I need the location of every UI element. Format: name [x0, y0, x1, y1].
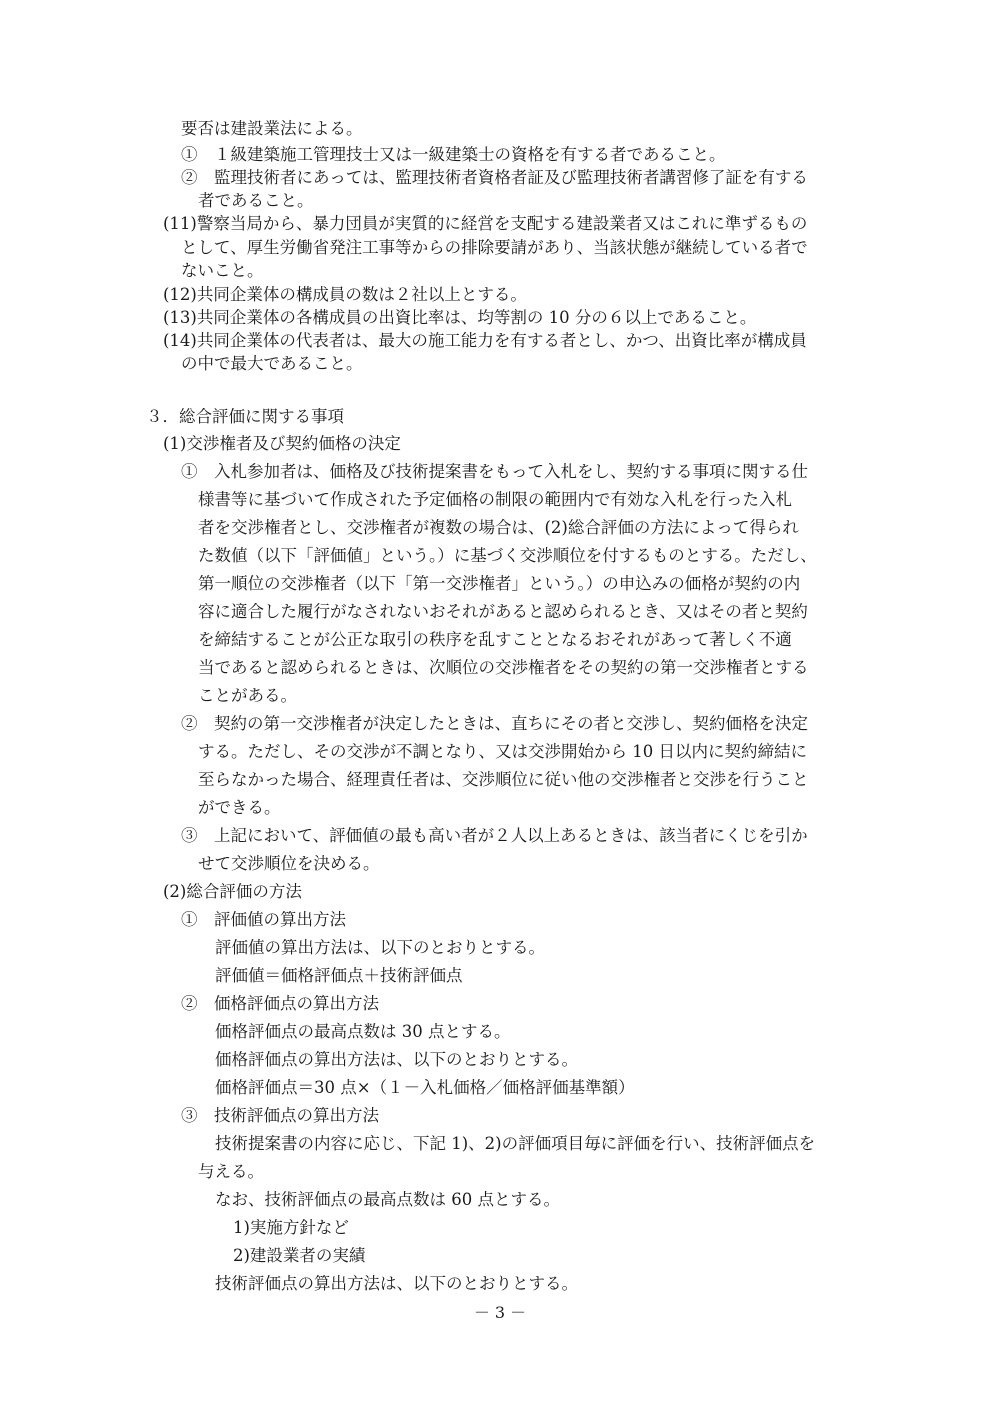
text-line: を締結することが公正な取引の秩序を乱すこととなるおそれがあって著しく不適	[198, 630, 792, 649]
list-item: ② 監理技術者にあっては、監理技術者資格者証及び監理技術者講習修了証を有する	[181, 168, 808, 187]
list-item: ③ 上記において、評価値の最も高い者が２人以上あるときは、該当者にくじを引か	[181, 826, 808, 845]
list-item: 1)実施方針など	[233, 1218, 349, 1237]
text-line: 価格評価点の算出方法は、以下のとおりとする。	[215, 1050, 578, 1069]
list-item: ① １級建築施工管理技士又は一級建築士の資格を有する者であること。	[181, 145, 726, 164]
text-line: 技術評価点の算出方法は、以下のとおりとする。	[215, 1274, 578, 1293]
list-item: (14)共同企業体の代表者は、最大の施工能力を有する者とし、かつ、出資比率が構成員	[163, 331, 807, 350]
text-line: する。ただし、その交渉が不調となり、又は交渉開始から 10 日以内に契約締結に	[198, 742, 807, 761]
text-line: 当であると認められるときは、次順位の交渉権者をその契約の第一交渉権者とする	[198, 658, 809, 677]
list-item: ② 契約の第一交渉権者が決定したときは、直ちにその者と交渉し、契約価格を決定	[181, 714, 808, 733]
text-line: の中で最大であること。	[181, 354, 363, 373]
text-line: 者であること。	[198, 191, 314, 210]
text-line: 要否は建設業法による。	[181, 119, 363, 138]
subsection-heading: (2)総合評価の方法	[163, 882, 302, 901]
text-line: 価格評価点の最高点数は 30 点とする。	[215, 1022, 511, 1041]
text-line: 至らなかった場合、経理責任者は、交渉順位に従い他の交渉権者と交渉を行うこと	[198, 770, 809, 789]
text-line: 者を交渉権者とし、交渉権者が複数の場合は、(2)総合評価の方法によって得られ	[198, 518, 799, 537]
list-item: ① 評価値の算出方法	[181, 910, 346, 929]
list-item: (11)警察当局から、暴力団員が実質的に経営を支配する建設業者又はこれに準ずるもの	[163, 214, 808, 233]
text-line: 第一順位の交渉権者（以下「第一交渉権者」という。）の申込みの価格が契約の内	[198, 574, 801, 593]
subsection-heading: (1)交渉権者及び契約価格の決定	[163, 434, 401, 453]
text-line: 様書等に基づいて作成された予定価格の制限の範囲内で有効な入札を行った入札	[198, 490, 792, 509]
list-item: (13)共同企業体の各構成員の出資比率は、均等割の 10 分の６以上であること。	[163, 308, 757, 327]
text-line: 与える。	[198, 1162, 264, 1181]
list-item: ② 価格評価点の算出方法	[181, 994, 379, 1013]
text-line: として、厚生労働省発注工事等からの排除要請があり、当該状態が継続している者で	[181, 238, 808, 257]
text-line: 技術提案書の内容に応じ、下記 1)、2)の評価項目毎に評価を行い、技術評価点を	[215, 1134, 816, 1153]
section-heading: ３．総合評価に関する事項	[146, 407, 344, 426]
text-line: なお、技術評価点の最高点数は 60 点とする。	[215, 1190, 560, 1209]
list-item: (12)共同企業体の構成員の数は２社以上とする。	[163, 285, 527, 304]
page-number: － 3 －	[473, 1303, 527, 1322]
text-line: せて交渉順位を決める。	[198, 854, 380, 873]
text-line: ができる。	[198, 798, 281, 817]
text-line: 評価値の算出方法は、以下のとおりとする。	[215, 938, 545, 957]
list-item: 2)建設業者の実績	[233, 1246, 366, 1265]
list-item: ① 入札参加者は、価格及び技術提案書をもって入札をし、契約する事項に関する仕	[181, 462, 808, 481]
formula-line: 評価値＝価格評価点＋技術評価点	[215, 966, 463, 985]
text-line: た数値（以下「評価値」という。）に基づく交渉順位を付するものとする。ただし、	[198, 546, 817, 565]
text-line: ないこと。	[181, 261, 264, 280]
text-line: ことがある。	[198, 686, 297, 705]
text-line: 容に適合した履行がなされないおそれがあると認められるとき、又はその者と契約	[198, 602, 808, 621]
list-item: ③ 技術評価点の算出方法	[181, 1106, 379, 1125]
formula-line: 価格評価点＝30 点×（１－入札価格／価格評価基準額）	[215, 1078, 635, 1097]
